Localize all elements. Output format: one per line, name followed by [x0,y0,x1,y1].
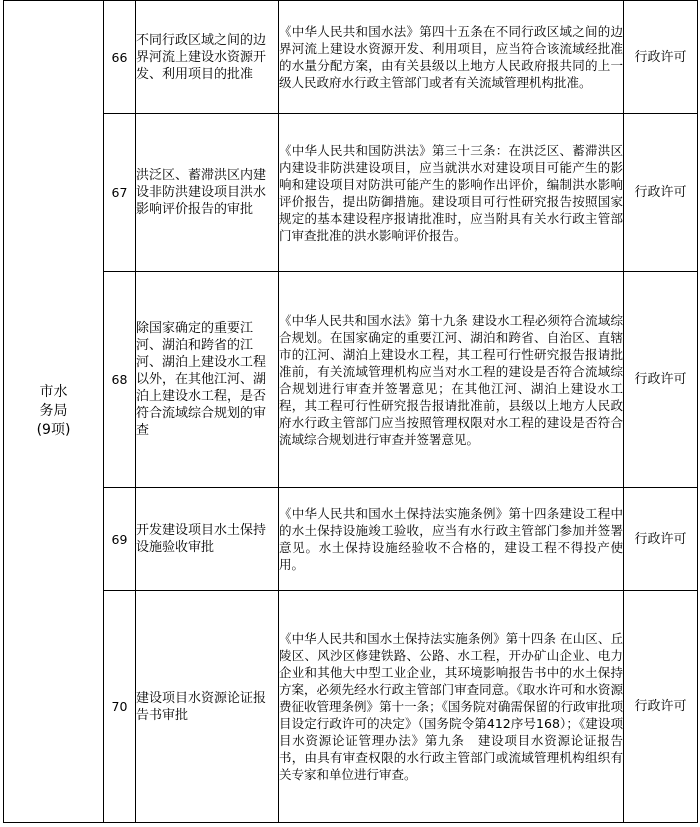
legal-basis: 《中华人民共和国水土保持法实施条例》第十四条 在山区、丘陵区、风沙区修建铁路、公路、水工程，开办矿山企业、电力企业和其他大中型工业企业，其环境影响报告书中的水土保持方案，必须先经水行政主管部门审查同意。《取水许可和水资源费征收管理条例》第十一条；《国务院对确需保留的行政审批项目设定行政许可的决定》（国务院令第412序号168）；《建设项目水资源论证管理办法》第九条 建设项目水资源论证报告书，由具有审查权限的水行政主管部门或流域管理机构组织有关专家和单位进行审查。 [279,591,624,823]
item-number: 67 [104,114,136,272]
item-name: 开发建设项目水土保持设施验收审批 [136,488,279,591]
legal-basis: 《中华人民共和国防洪法》第三十三条：在洪泛区、蓄滞洪区内建设非防洪建设项目，应当就洪水对建设项目可能产生的影响和建设项目对防洪可能产生的影响作出评价，编制洪水影响评价报告，提出防御措施。建设项目可行性研究报告按照国家规定的基本建设程序报请批准时，应当附具有关水行政主管部门审查批准的洪水影响评价报告。 [279,114,624,272]
table-row [4,488,698,591]
item-number: 70 [104,591,136,823]
item-name: 不同行政区域之间的边界河流上建设水资源开发、利用项目的批准 [136,1,279,114]
item-name: 建设项目水资源论证报告书审批 [136,591,279,823]
item-number: 66 [104,1,136,114]
item-type: 行政许可 [624,591,698,823]
legal-basis: 《中华人民共和国水法》第四十五条在不同行政区域之间的边界河流上建设水资源开发、利用项目，应当符合该流域经批准的水量分配方案，由有关县级以上地方人民政府报共同的上一级人民政府水行政主管部门或者有关流域管理机构批准。 [279,1,624,114]
item-name: 洪泛区、蓄滞洪区内建设非防洪建设项目洪水影响评价报告的审批 [136,114,279,272]
legal-basis: 《中华人民共和国水土保持法实施条例》第十四条建设工程中的水土保持设施竣工验收，应当有水行政主管部门参加并签署意见。水土保持设施经验收不合格的，建设工程不得投产使用。 [279,488,624,591]
item-number: 68 [104,272,136,488]
legal-basis: 《中华人民共和国水法》第十九条 建设水工程必须符合流域综合规划。在国家确定的重要江河、湖泊和跨省、自治区、直辖市的江河、湖泊上建设水工程，其工程可行性研究报告报请批准前，有关流域管理机构应当对水工程的建设是否符合流域综合规划进行审查并签署意见；在其他江河、湖泊上建设水工程，其工程可行性研究报告报请批准前，县级以上地方人民政府水行政主管部门应当按照管理权限对水工程的建设是否符合流域综合规划进行审查并签署意见。 [279,272,624,488]
item-type: 行政许可 [624,114,698,272]
table-row [4,114,698,272]
item-type: 行政许可 [624,488,698,591]
permit-table [3,0,698,823]
department-cell: 市水 务局 (9项) [4,1,104,823]
item-type: 行政许可 [624,272,698,488]
table-row [4,1,698,114]
table-row [4,272,698,488]
item-name: 除国家确定的重要江河、湖泊和跨省的江河、湖泊上建设水工程以外，在其他江河、湖泊上建设水工程，是否符合流域综合规划的审查 [136,272,279,488]
table-row [4,591,698,823]
item-number: 69 [104,488,136,591]
item-type: 行政许可 [624,1,698,114]
